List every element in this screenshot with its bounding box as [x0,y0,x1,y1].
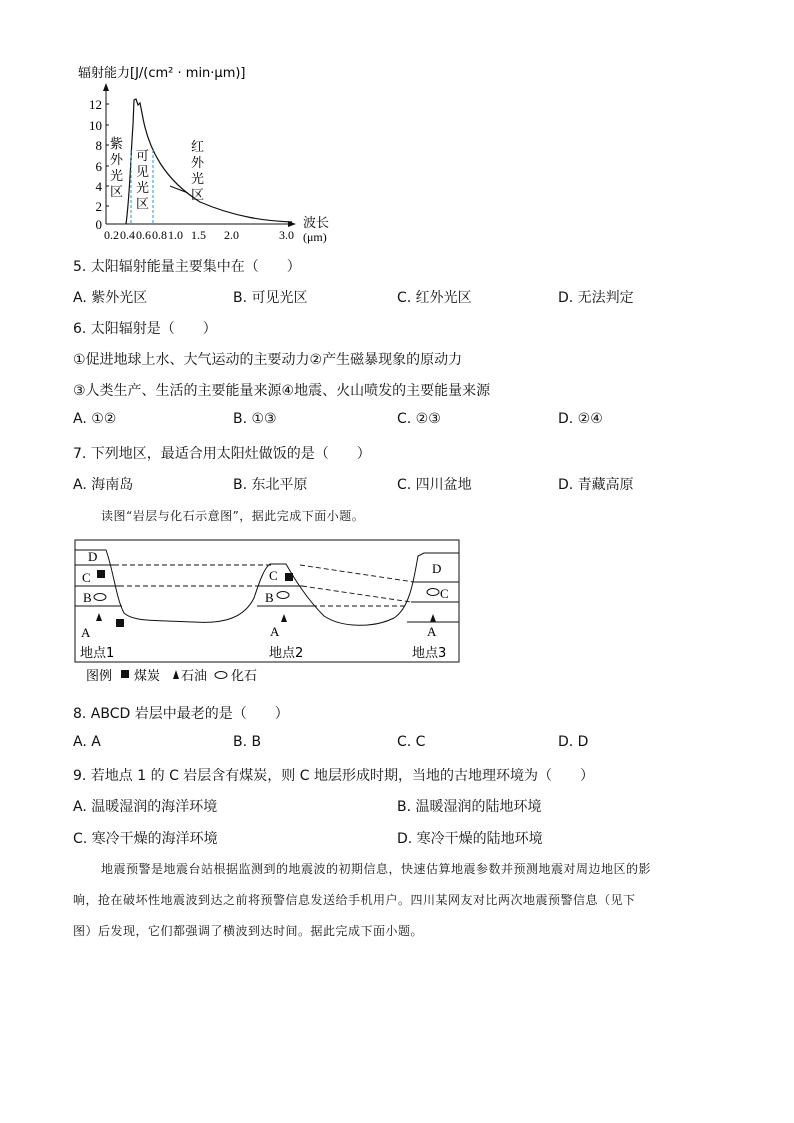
x-tick-3.0: 3.0 [279,228,294,242]
q8-option-a[interactable]: A. A [73,734,101,750]
site2-layer-c: C [269,568,278,583]
y-ticks [89,97,103,232]
svg-text:紫: 紫 [110,136,124,151]
y-tick-12: 12 [89,97,102,112]
fossil-icon [277,592,289,599]
y-axis-arrow [103,83,109,91]
y-tick-4: 4 [95,179,102,194]
y-tick-8: 8 [95,138,102,153]
x-tick-0.8: 0.8 [152,228,167,242]
q5-option-b[interactable]: B. 可见光区 [233,290,308,306]
terrain-profile [75,550,459,625]
fossil-icon [427,589,439,596]
ir-pointer-line [170,186,188,193]
strata-diagram [74,538,464,688]
svg-text:见: 见 [136,164,150,179]
x-tick-1.5: 1.5 [191,228,206,242]
q7-option-c[interactable]: C. 四川盆地 [397,477,472,493]
svg-text:区: 区 [191,187,205,202]
svg-text:区: 区 [136,196,150,211]
y-tick-6: 6 [95,159,102,174]
coal-icon [97,570,105,578]
svg-text:石油: 石油 [181,668,208,683]
strata-legend [86,668,257,683]
q6-statement-line1: ①促进地球上水、大气运动的主要动力②产生磁暴现象的原动力 [73,352,463,368]
y-tick-10: 10 [89,118,102,133]
q9-stem: 9. 若地点 1 的 C 岩层含有煤炭，则 C 地层形成时期，当地的古地理环境为（ ） [73,768,594,784]
q7-option-a[interactable]: A. 海南岛 [73,477,134,493]
region-uv-label [110,136,124,199]
site1-layer-b: B [83,590,92,605]
site1-label: 地点1 [80,646,115,661]
x-ticks [104,228,294,242]
q6-option-c[interactable]: C. ②③ [397,411,441,427]
site2-layer-a: A [270,624,280,639]
svg-text:外: 外 [191,155,205,170]
oil-icon [281,614,287,622]
fossil-icon [94,594,106,601]
q6-statement-line2: ③人类生产、生活的主要能量来源④地震、火山喷发的主要能量来源 [73,383,491,399]
site3-layer-a: A [427,624,437,639]
svg-text:光: 光 [110,168,124,183]
site1-layer-d: D [88,549,98,564]
svg-text:红: 红 [191,139,205,154]
q8-stem: 8. ABCD 岩层中最老的是（ ） [73,706,289,722]
q5-stem: 5. 太阳辐射能量主要集中在（ ） [73,259,301,275]
q6-option-a[interactable]: A. ①② [73,411,117,427]
radiation-curve [126,99,292,224]
q9-option-b[interactable]: B. 温暖湿润的陆地环境 [397,799,542,815]
svg-text:图例: 图例 [86,668,113,683]
x-tick-1.0: 1.0 [168,228,183,242]
svg-text:煤炭: 煤炭 [134,668,161,683]
site1-layer-a: A [81,625,91,640]
q5-option-a[interactable]: A. 紫外光区 [73,290,148,306]
svg-text:外: 外 [110,152,124,167]
y-tick-2: 2 [95,199,102,214]
q7-option-d[interactable]: D. 青藏高原 [558,477,634,493]
svg-text:可: 可 [136,148,150,163]
site2-layer-b: B [265,590,274,605]
site3-layer-c: C [440,586,449,601]
coal-icon [116,619,124,627]
y-tick-0: 0 [95,217,102,232]
svg-text:化石: 化石 [231,668,258,683]
q9-option-a[interactable]: A. 温暖湿润的海洋环境 [73,799,218,815]
coal-icon [285,573,293,581]
region-ir-label [191,139,205,202]
q8-option-c[interactable]: C. C [397,734,426,750]
region-visible-label [136,148,149,211]
x-tick-0.6: 0.6 [136,228,151,242]
x-axis-label: 波长 [303,216,330,231]
q6-option-d[interactable]: D. ②④ [558,411,603,427]
site3-layer-d: D [432,561,442,576]
svg-text:区: 区 [110,184,124,199]
strata-intro: 读图“岩层与化石示意图”，据此完成下面小题。 [101,509,365,523]
earthquake-intro-line2: 响，抢在破坏性地震波到达之前将预警信息发送给手机用户。四川某网友对比两次地震预警信息（见下 [73,893,636,907]
earthquake-intro-line1: 地震预警是地震台站根据监测到的地震波的初期信息，快速估算地震参数并预测地震对周边地区的影 [101,862,652,876]
radiation-chart [60,55,360,250]
q5-option-d[interactable]: D. 无法判定 [558,290,634,306]
x-tick-2.0: 2.0 [224,228,239,242]
x-tick-0.4: 0.4 [120,228,135,242]
x-tick-0.2: 0.2 [104,228,119,242]
site1-layer-c: C [82,570,91,585]
site2-label: 地点2 [269,646,304,661]
q7-stem: 7. 下列地区，最适合用太阳灶做饭的是（ ） [73,446,371,462]
q5-option-c[interactable]: C. 红外光区 [397,290,472,306]
q6-option-b[interactable]: B. ①③ [233,411,277,427]
y-axis-label: 辐射能力[J/(cm² · min·μm)] [78,66,246,81]
x-axis-unit: (μm) [303,230,327,244]
q9-option-d[interactable]: D. 寒冷干燥的陆地环境 [397,831,543,847]
q9-option-c[interactable]: C. 寒冷干燥的海洋环境 [73,831,218,847]
site3-label: 地点3 [412,646,447,661]
svg-text:光: 光 [136,180,150,195]
q8-option-b[interactable]: B. B [233,734,262,750]
q8-option-d[interactable]: D. D [558,734,589,750]
earthquake-intro-line3: 图）后发现，它们都强调了横波到达时间。据此完成下面小题。 [73,924,424,938]
oil-icon [430,614,436,622]
oil-icon [96,613,102,621]
q7-option-b[interactable]: B. 东北平原 [233,477,308,493]
svg-text:光: 光 [191,171,205,186]
q6-stem: 6. 太阳辐射是（ ） [73,321,217,337]
